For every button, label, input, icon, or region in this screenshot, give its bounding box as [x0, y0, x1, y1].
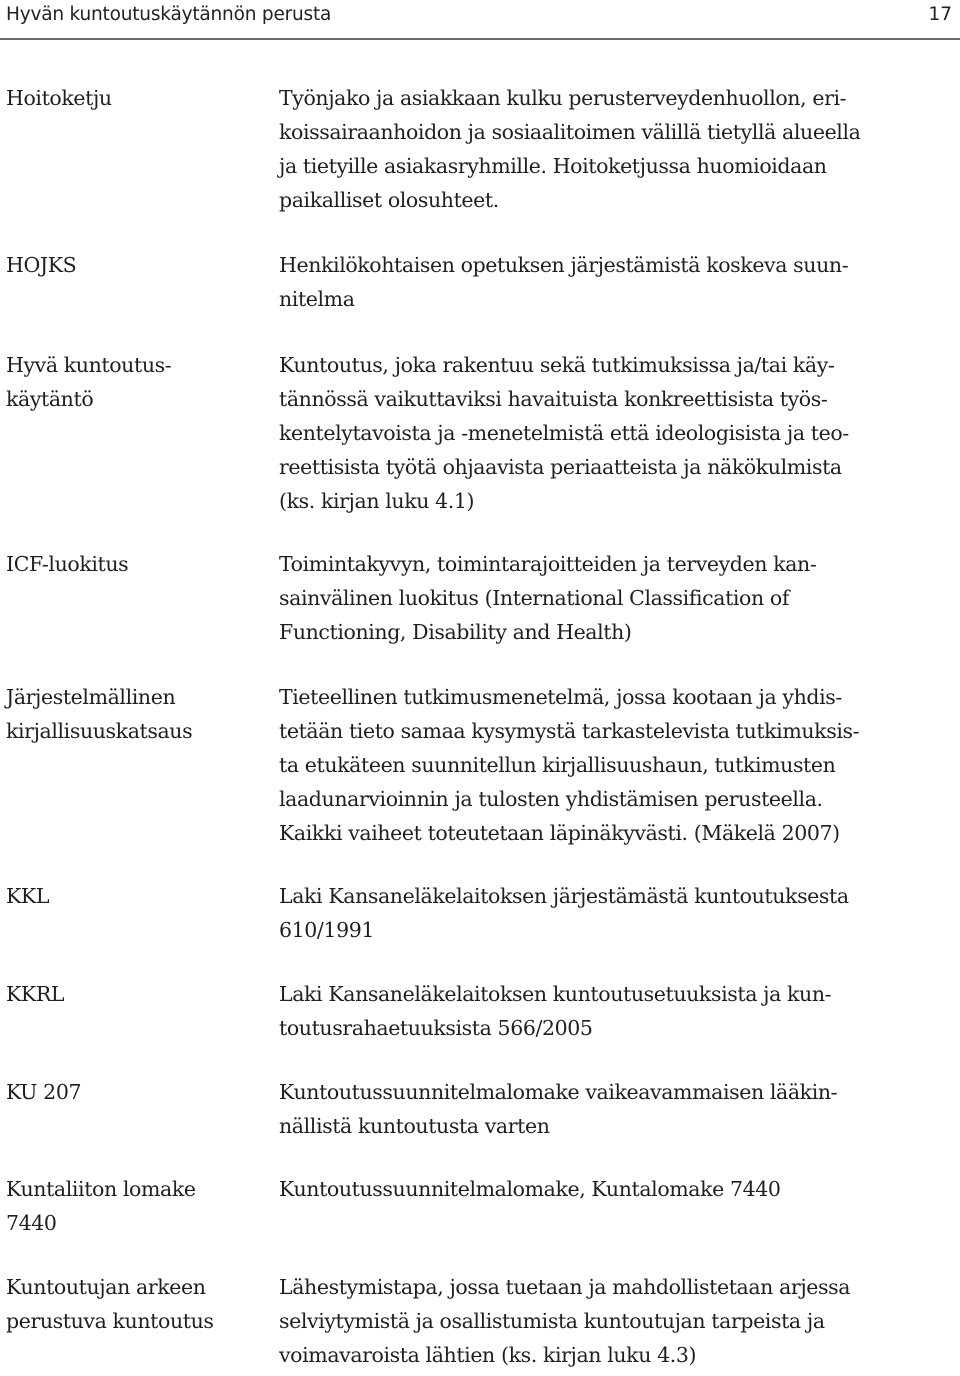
definition-line: Kuntoutussuunnitelmalomake, Kuntalomake 7440 — [279, 1177, 781, 1201]
glossary-term — [6, 680, 192, 748]
glossary-definition — [279, 977, 831, 1045]
definition-line: Laki Kansaneläkelaitoksen kuntoutusetuuksista ja kun- — [279, 982, 832, 1006]
glossary-term — [6, 879, 49, 913]
definition-line: Laki Kansaneläkelaitoksen järjestämästä kuntoutuksesta — [279, 884, 849, 908]
definition-line: Lähestymistapa, jossa tuetaan ja mahdollistetaan arjessa — [279, 1275, 851, 1299]
term-line: KU 207 — [6, 1080, 82, 1104]
glossary-term — [6, 1172, 196, 1240]
definition-line: toutusrahaetuuksista 566/2005 — [279, 1016, 593, 1040]
term-line: 7440 — [6, 1211, 57, 1235]
glossary-definition — [279, 348, 849, 518]
page-number: 17 — [928, 4, 952, 25]
definition-line: 610/1991 — [279, 918, 375, 942]
definition-line: laadunarvioinnin ja tulosten yhdistämisen perusteella. — [279, 787, 823, 811]
term-line: ICF-luokitus — [6, 552, 129, 576]
definition-line: Kuntoutussuunnitelmalomake vaikeavammaisen lääkin- — [279, 1080, 838, 1104]
glossary-definition — [279, 1270, 850, 1372]
definition-line: ja tietyille asiakasryhmille. Hoitoketjussa huomioidaan — [279, 154, 827, 178]
definition-line: koissairaanhoidon ja sosiaalitoimen välillä tietyllä alueella — [279, 120, 861, 144]
definition-line: tetään tieto samaa kysymystä tarkastelevista tutkimuksis- — [279, 719, 860, 743]
definition-line: Kaikki vaiheet toteutetaan läpinäkyvästi. (Mäkelä 2007) — [279, 821, 840, 845]
glossary-term — [6, 81, 112, 115]
page-header — [0, 0, 960, 40]
term-line: Kuntoutujan arkeen — [6, 1275, 206, 1299]
glossary-definition — [279, 547, 816, 649]
term-line: Hyvä kuntoutus- — [6, 353, 172, 377]
term-line: KKRL — [6, 982, 65, 1006]
glossary-term — [6, 547, 128, 581]
definition-line: voimavaroista lähtien (ks. kirjan luku 4.3) — [279, 1343, 697, 1367]
glossary-definition — [279, 248, 848, 316]
glossary-term — [6, 977, 64, 1011]
definition-line: selviytymistä ja osallistumista kuntoutujan tarpeista ja — [279, 1309, 825, 1333]
glossary-term — [6, 248, 76, 282]
term-line: kirjallisuuskatsaus — [6, 719, 193, 743]
definition-line: tännössä vaikuttaviksi havaituista konkreettisista työs- — [279, 387, 828, 411]
glossary-definition — [279, 1172, 781, 1206]
term-line: käytäntö — [6, 387, 94, 411]
term-line: Järjestelmällinen — [6, 685, 176, 709]
definition-line: Toimintakyvyn, toimintarajoitteiden ja terveyden kan- — [279, 552, 817, 576]
glossary-definition — [279, 879, 849, 947]
term-line: Hoitoketju — [6, 86, 112, 110]
term-line: perustuva kuntoutus — [6, 1309, 214, 1333]
glossary-definition — [279, 1075, 837, 1143]
glossary-definition — [279, 680, 859, 850]
glossary-term — [6, 348, 171, 416]
header-divider — [0, 38, 960, 40]
definition-line: (ks. kirjan luku 4.1) — [279, 489, 475, 513]
term-line: HOJKS — [6, 253, 77, 277]
definition-line: Tieteellinen tutkimusmenetelmä, jossa kootaan ja yhdis- — [279, 685, 842, 709]
glossary-term — [6, 1270, 214, 1338]
glossary-term — [6, 1075, 81, 1109]
term-line: Kuntaliiton lomake — [6, 1177, 196, 1201]
definition-line: nitelma — [279, 287, 355, 311]
term-line: KKL — [6, 884, 50, 908]
definition-line: kentelytavoista ja -menetelmistä että ideologisista ja teo- — [279, 421, 849, 445]
definition-line: Henkilökohtaisen opetuksen järjestämistä koskeva suun- — [279, 253, 849, 277]
definition-line: sainvälinen luokitus (International Classification of — [279, 586, 790, 610]
glossary-definition — [279, 81, 860, 217]
running-title: Hyvän kuntoutuskäytännön perusta — [6, 4, 332, 25]
definition-line: nällistä kuntoutusta varten — [279, 1114, 550, 1138]
definition-line: paikalliset olosuhteet. — [279, 188, 499, 212]
definition-line: ta etukäteen suunnitellun kirjallisuushaun, tutkimusten — [279, 753, 836, 777]
definition-line: Työnjako ja asiakkaan kulku perusterveydenhuollon, eri- — [279, 86, 847, 110]
definition-line: Kuntoutus, joka rakentuu sekä tutkimuksissa ja/tai käy- — [279, 353, 835, 377]
definition-line: reettisista työtä ohjaavista periaatteista ja näkökulmista — [279, 455, 842, 479]
definition-line: Functioning, Disability and Health) — [279, 620, 632, 644]
